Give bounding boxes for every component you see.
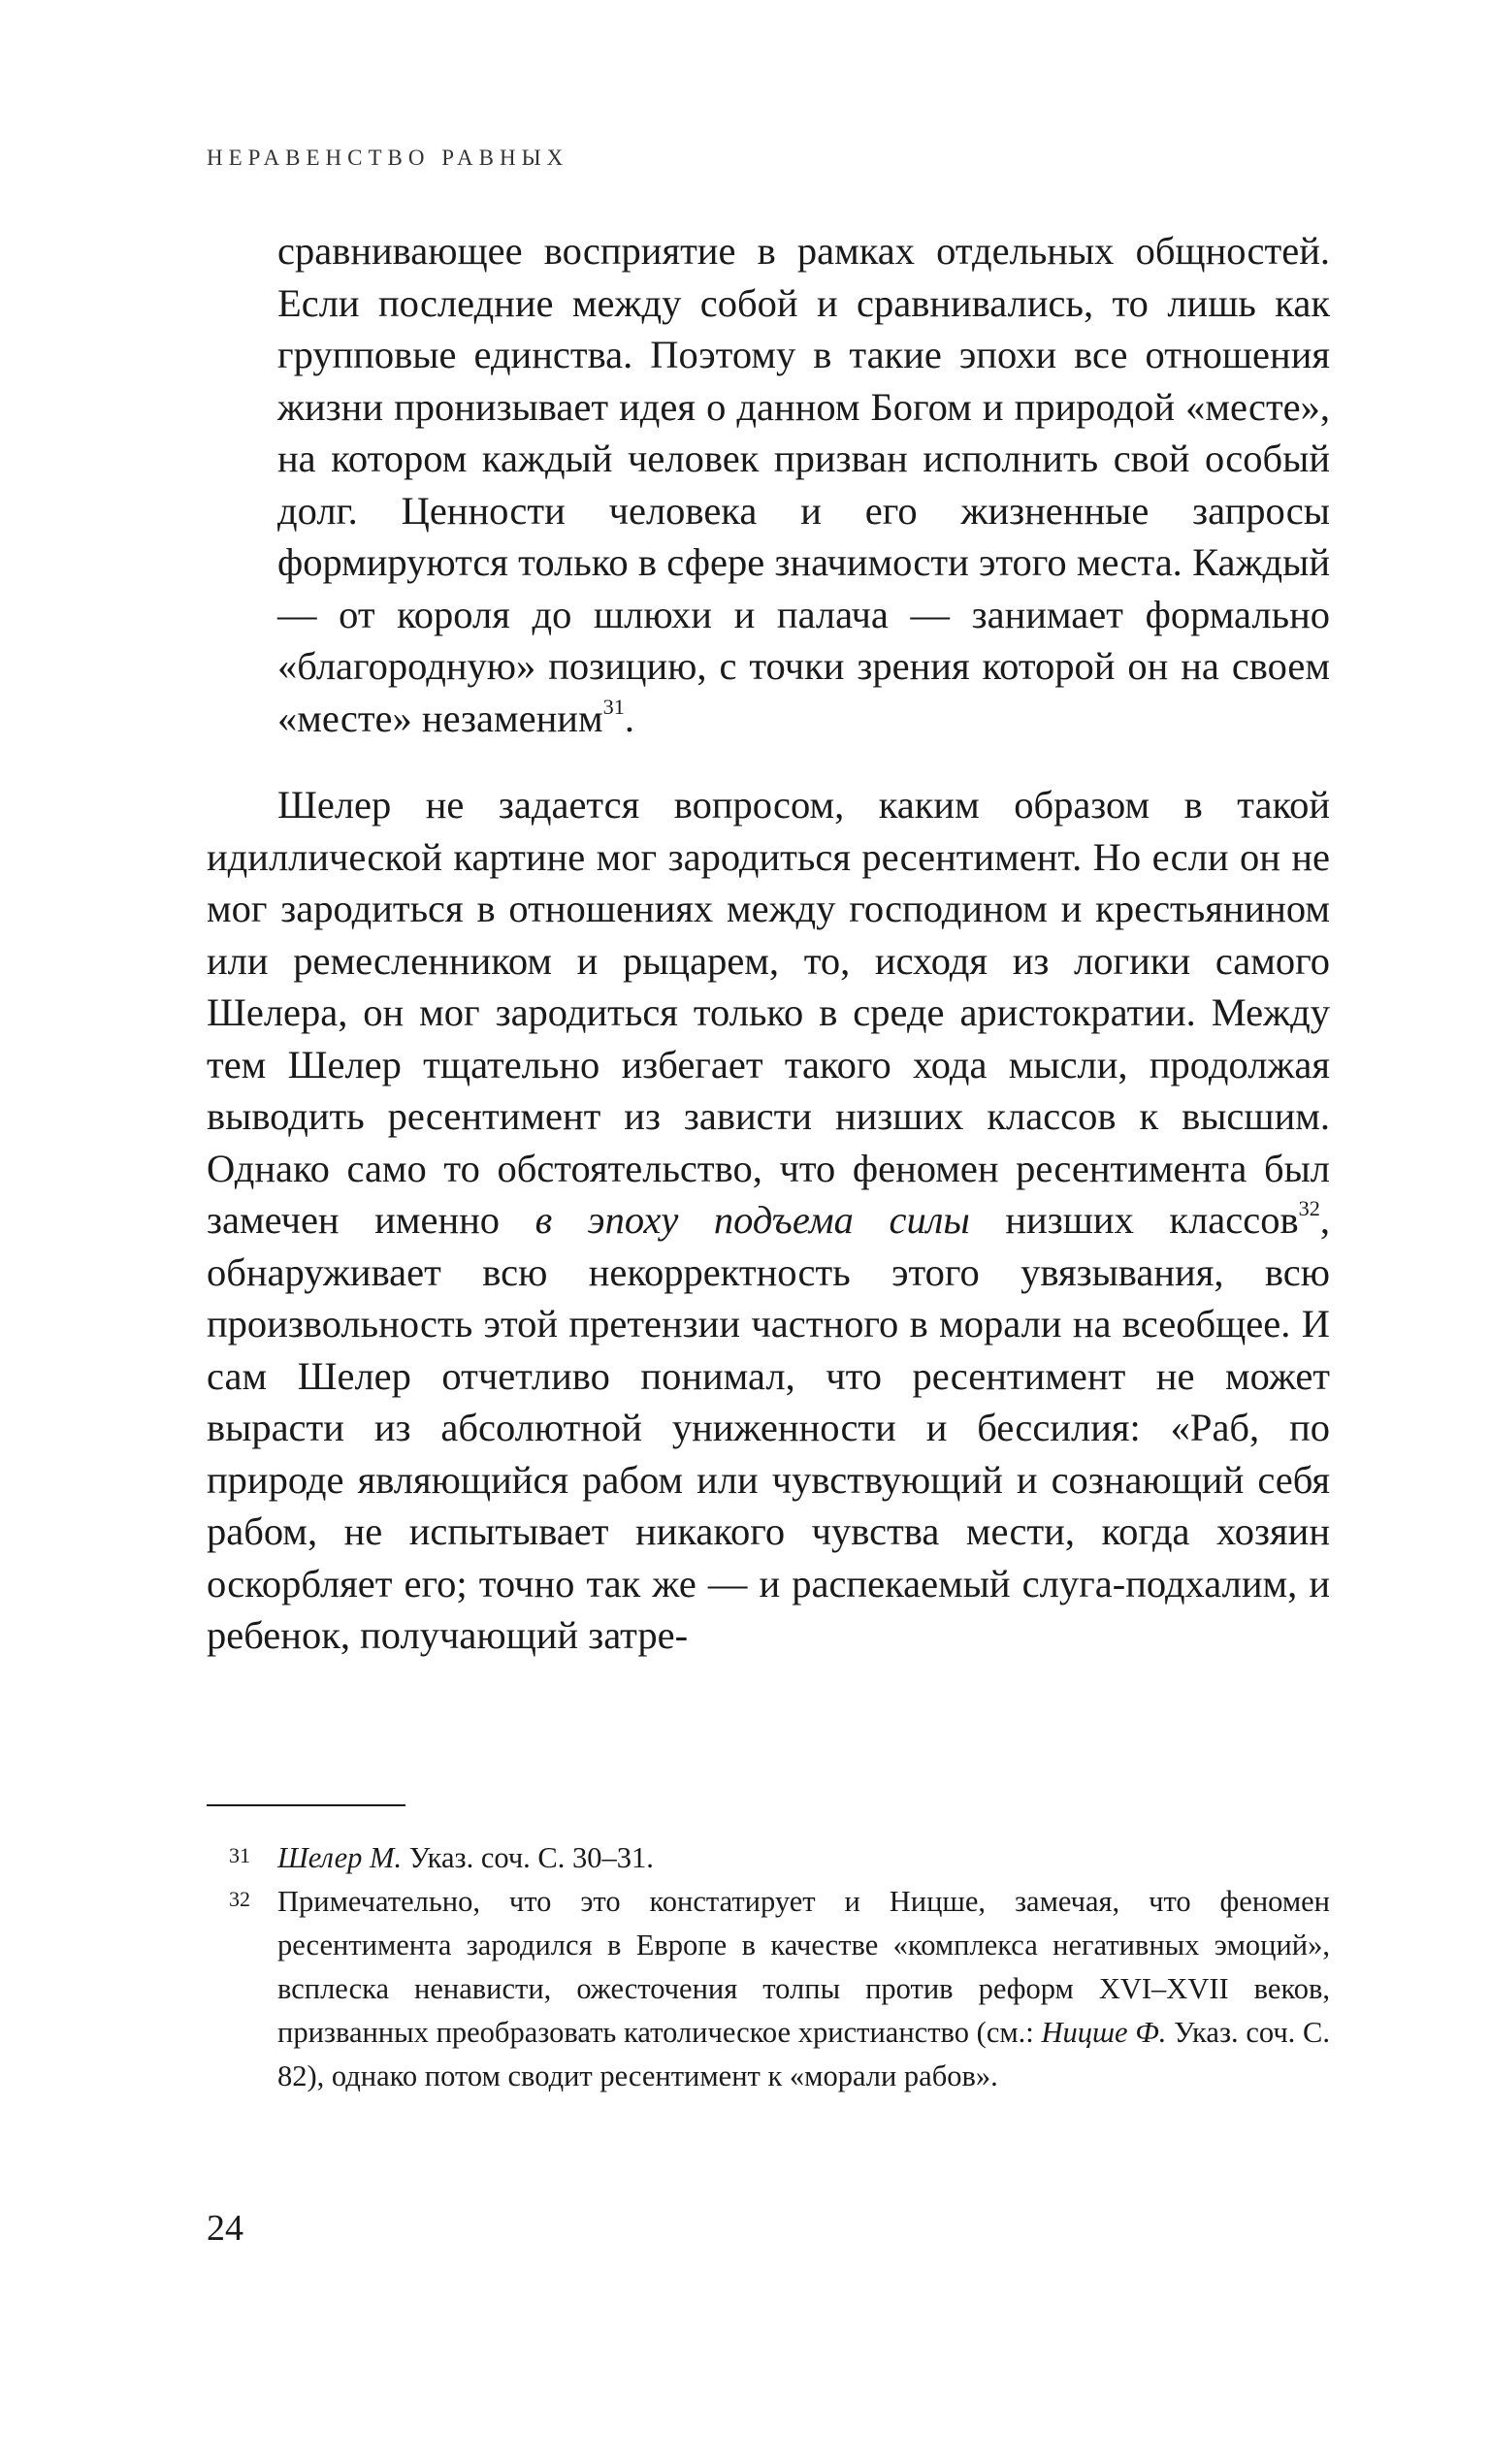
body-italic: в эпоху подъема силы <box>534 1198 970 1242</box>
body-paragraph <box>207 779 1330 1662</box>
footnote-32 <box>229 1880 1330 2098</box>
quote-tail: . <box>624 696 634 740</box>
main-text <box>207 779 1330 1662</box>
quote-text: сравнивающее восприятие в рамках отдельных общностей. Если последние между собой и сравнивались, то лишь как групповые единства. Поэтому в такие эпохи все отношения жизни пронизывает идея о данном Богом и природой «месте», на котором каждый человек призван исполнить свой особый долг. Ценности человека и его жизненные запросы формируются только в сфере значимости этого места. Каждый — от короля до шлюхи и палача — занимает формально «благородную» позицию, с точки зрения которой он на своем «месте» незаменим <box>277 229 1330 740</box>
footnote-text: Указ. соч. С. 30–31. <box>402 1841 654 1874</box>
page-number: 24 <box>207 2208 243 2249</box>
footnote-author: Ницше Ф. <box>1041 2016 1167 2049</box>
footnote-text-a: Примечательно, что это констатирует и Ницше, замечая, что феномен ресентимента зародился в Европе в качестве «комплекса негативных эмоций», всплеска ненависти, ожесточения толпы против реформ XVI–XVII веков, призванных преобразовать католическое христианство (см.: <box>277 1885 1330 2049</box>
footnote-divider <box>207 1804 405 1806</box>
body-text-2: низших классов <box>969 1198 1299 1242</box>
footnote-ref-31[interactable]: 31 <box>602 694 625 719</box>
running-head: НЕРАВЕНСТВО РАВНЫХ <box>207 146 569 170</box>
footnote-author: Шелер М. <box>277 1841 403 1874</box>
quote-paragraph <box>277 225 1330 744</box>
footnote-ref-32[interactable]: 32 <box>1298 1196 1320 1221</box>
footnotes <box>229 1836 1330 2098</box>
footnote-number: 32 <box>229 1887 250 1911</box>
footnote-number: 31 <box>229 1843 250 1867</box>
footnote-text-b: Указ. соч. С. 82), однако потом сводит ресентимент к «морали рабов». <box>277 2016 1330 2092</box>
footnote-31 <box>229 1836 1330 1880</box>
body-text-1: Шелер не задается вопросом, каким образом в такой идиллической картине мог зародиться ресентимент. Но если он не мог зародиться в отношениях между господином и крестьянином или ремесленником и рыцарем, то, исходя из логики самого Шелера, он мог зародиться только в среде аристократии. Между тем Шелер тщательно избегает такого хода мысли, продолжая выводить ресентимент из зависти низших классов к высшим. Однако само то обстоятельство, что феномен ресентимента был замечен именно <box>207 783 1330 1242</box>
block-quote <box>277 225 1330 744</box>
body-text-3: , обнаруживает всю некорректность этого увязывания, всю произвольность этой претензии частного в морали на всеобщее. И сам Шелер отчетливо понимал, что ресентимент не может вырасти из абсолютной униженности и бессилия: «Раб, по природе являющийся рабом или чувствующий и сознающий себя рабом, не испытывает никакого чувства мести, когда хозяин оскорбляет его; точно так же — и распекаемый слуга-подхалим, и ребенок, получающий затре- <box>207 1198 1330 1657</box>
